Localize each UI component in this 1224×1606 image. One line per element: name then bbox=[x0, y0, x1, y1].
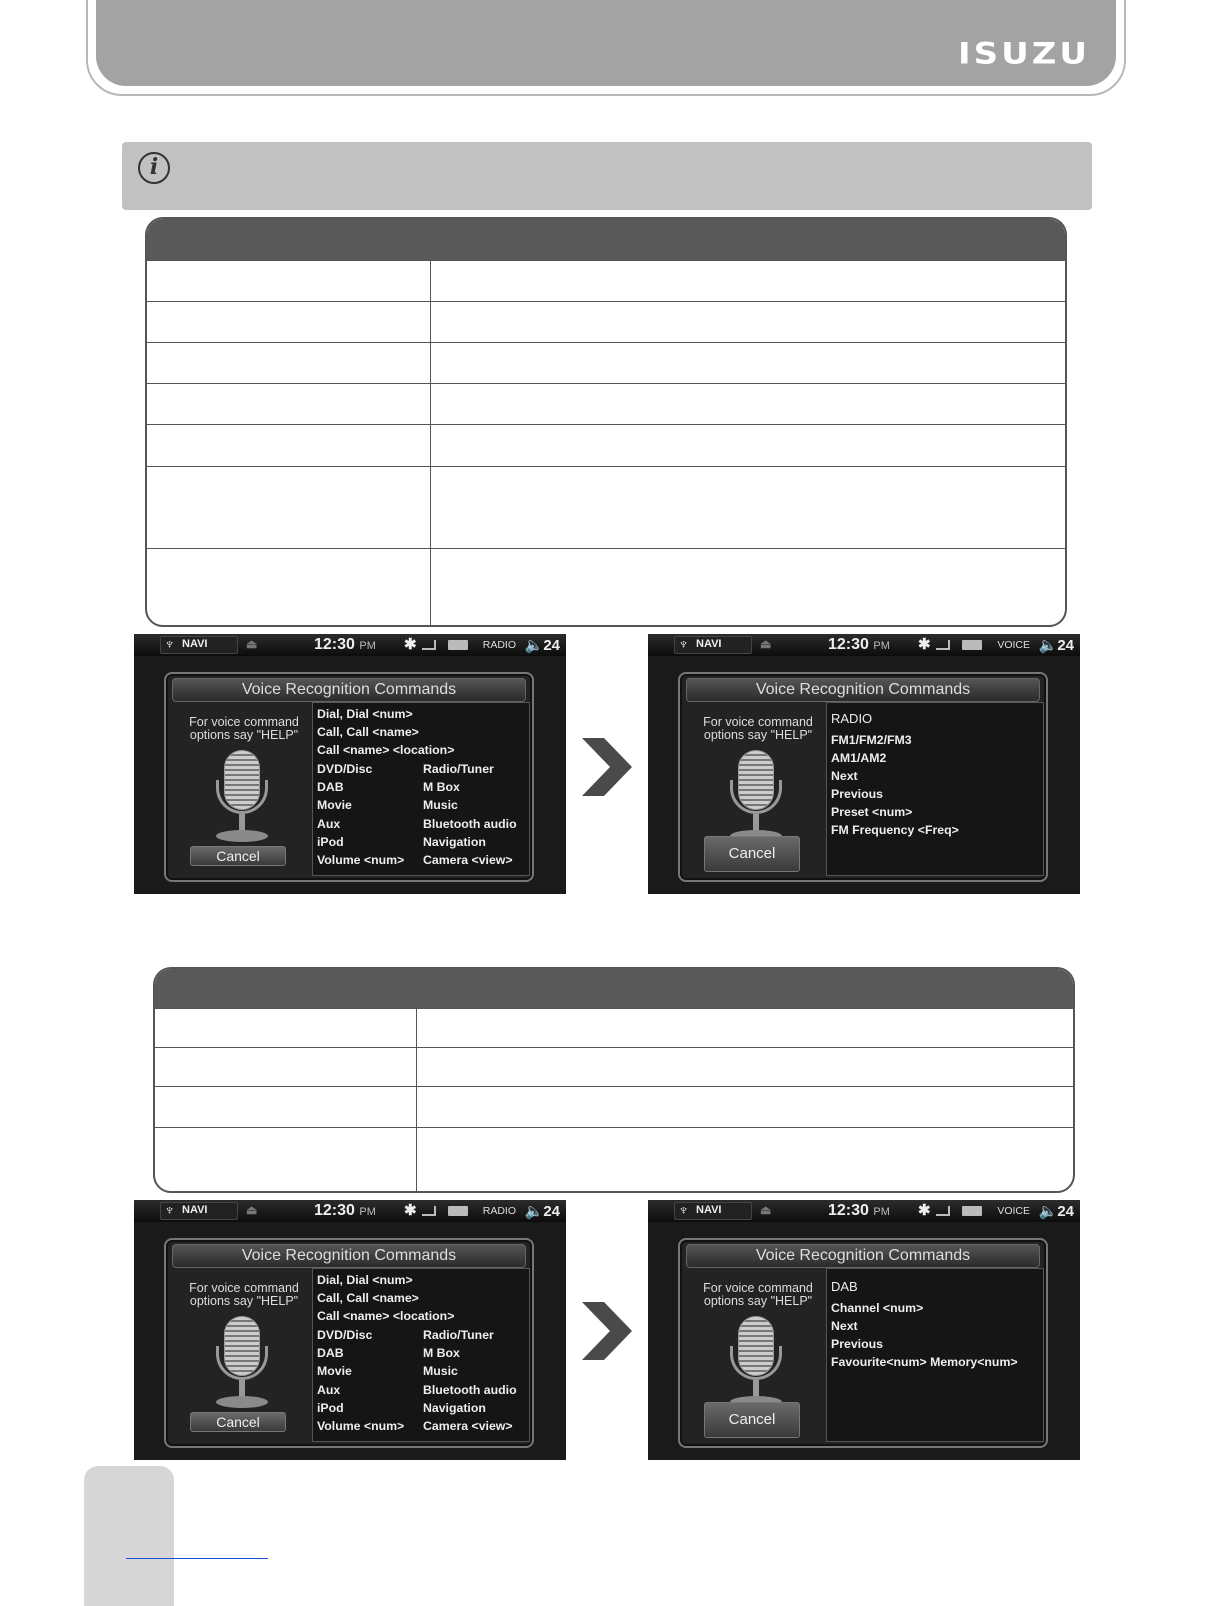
command-table-1 bbox=[145, 217, 1067, 627]
bluetooth-icon: ✱ bbox=[404, 1202, 417, 1219]
list-item: iPod bbox=[317, 1401, 344, 1415]
signal-icon bbox=[422, 640, 436, 650]
header-band bbox=[96, 0, 1116, 86]
signal-icon bbox=[936, 640, 950, 650]
help-hint: For voice command options say "HELP" bbox=[703, 715, 813, 742]
list-item: Preset <num> bbox=[831, 805, 913, 819]
list-item: Volume <num> bbox=[317, 853, 405, 867]
help-hint: For voice command options say "HELP" bbox=[703, 1281, 813, 1308]
table-row bbox=[155, 1008, 1073, 1047]
cancel-button[interactable]: Cancel bbox=[704, 1402, 800, 1438]
status-bar bbox=[648, 1200, 1080, 1222]
signal-icon bbox=[936, 1206, 950, 1216]
navi-label: NAVI bbox=[696, 638, 722, 650]
list-item: Bluetooth audio bbox=[423, 1383, 517, 1397]
volume-indicator: 🔈24 bbox=[524, 1203, 560, 1220]
navi-icon: ♆ bbox=[164, 636, 176, 653]
help-hint: For voice command options say "HELP" bbox=[189, 1281, 299, 1308]
info-icon: i bbox=[138, 152, 170, 184]
status-bar bbox=[648, 634, 1080, 656]
list-item: Bluetooth audio bbox=[423, 817, 517, 831]
list-item: Favourite<num> Memory<num> bbox=[831, 1355, 1018, 1369]
list-item: Volume <num> bbox=[317, 1419, 405, 1433]
navi-label: NAVI bbox=[182, 638, 208, 650]
bluetooth-icon: ✱ bbox=[404, 636, 417, 653]
clock: 12:30 PM bbox=[828, 1202, 890, 1219]
voice-dialog bbox=[678, 672, 1048, 882]
bluetooth-icon: ✱ bbox=[918, 636, 931, 653]
list-item: Call, Call <name> bbox=[317, 725, 419, 739]
dialog-title: Voice Recognition Commands bbox=[686, 1244, 1040, 1268]
list-item: DVD/Disc bbox=[317, 762, 373, 776]
navi-icon: ♆ bbox=[678, 636, 690, 653]
eject-icon[interactable]: ⏏ bbox=[760, 1203, 772, 1217]
list-item: Radio/Tuner bbox=[423, 762, 494, 776]
command-list bbox=[312, 1268, 530, 1442]
signal-icon bbox=[422, 1206, 436, 1216]
list-item: Aux bbox=[317, 1383, 341, 1397]
list-heading: RADIO bbox=[831, 711, 873, 726]
screen-dab-commands bbox=[648, 1200, 1080, 1460]
list-item: Channel <num> bbox=[831, 1301, 924, 1315]
status-bar bbox=[134, 634, 566, 656]
eject-icon[interactable]: ⏏ bbox=[760, 637, 772, 651]
navi-icon: ♆ bbox=[164, 1202, 176, 1219]
table-row bbox=[155, 1047, 1073, 1086]
microphone-icon bbox=[728, 1316, 784, 1416]
microphone-icon bbox=[214, 1316, 270, 1416]
list-item: Dial, Dial <num> bbox=[317, 707, 413, 721]
battery-icon bbox=[448, 1206, 468, 1216]
status-bar bbox=[134, 1200, 566, 1222]
source-label: RADIO bbox=[482, 639, 516, 651]
list-item: DVD/Disc bbox=[317, 1328, 373, 1342]
cancel-button[interactable]: Cancel bbox=[190, 846, 286, 866]
table-header bbox=[155, 969, 1073, 1008]
list-item: DAB bbox=[317, 1346, 344, 1360]
voice-dialog bbox=[164, 672, 534, 882]
list-item: M Box bbox=[423, 1346, 460, 1360]
info-note-bar bbox=[122, 142, 1092, 210]
navi-icon: ♆ bbox=[678, 1202, 690, 1219]
list-item: Movie bbox=[317, 1364, 352, 1378]
arrow-right-icon bbox=[582, 1302, 632, 1360]
table-row bbox=[147, 383, 1065, 424]
list-item: Music bbox=[423, 798, 458, 812]
dialog-title: Voice Recognition Commands bbox=[686, 678, 1040, 702]
battery-icon bbox=[962, 1206, 982, 1216]
list-item: Next bbox=[831, 1319, 858, 1333]
table-row bbox=[147, 260, 1065, 301]
list-item: Next bbox=[831, 769, 858, 783]
clock: 12:30 PM bbox=[828, 636, 890, 653]
eject-icon[interactable]: ⏏ bbox=[246, 637, 258, 651]
source-label: VOICE bbox=[997, 1205, 1030, 1217]
source-label: VOICE bbox=[997, 639, 1030, 651]
table-row bbox=[147, 424, 1065, 466]
volume-indicator: 🔈24 bbox=[1038, 637, 1074, 654]
list-item: Navigation bbox=[423, 835, 486, 849]
list-item: FM1/FM2/FM3 bbox=[831, 733, 912, 747]
voice-dialog bbox=[678, 1238, 1048, 1448]
arrow-right-icon bbox=[582, 738, 632, 796]
source-label: RADIO bbox=[482, 1205, 516, 1217]
navi-label: NAVI bbox=[182, 1204, 208, 1216]
list-item: Call <name> <location> bbox=[317, 1309, 455, 1323]
volume-indicator: 🔈24 bbox=[1038, 1203, 1074, 1220]
dialog-title: Voice Recognition Commands bbox=[172, 1244, 526, 1268]
volume-indicator: 🔈24 bbox=[524, 637, 560, 654]
microphone-icon bbox=[728, 750, 784, 850]
command-list bbox=[826, 702, 1044, 876]
table-row bbox=[155, 1086, 1073, 1127]
list-item: Dial, Dial <num> bbox=[317, 1273, 413, 1287]
clock: 12:30 PM bbox=[314, 636, 376, 653]
table-header bbox=[147, 219, 1065, 260]
command-list bbox=[312, 702, 530, 876]
table-row bbox=[147, 466, 1065, 548]
eject-icon[interactable]: ⏏ bbox=[246, 1203, 258, 1217]
list-item: Aux bbox=[317, 817, 341, 831]
screen-main-commands-2 bbox=[134, 1200, 566, 1460]
list-item: Radio/Tuner bbox=[423, 1328, 494, 1342]
list-item: Camera <view> bbox=[423, 1419, 513, 1433]
command-list bbox=[826, 1268, 1044, 1442]
page-number-tab bbox=[84, 1466, 174, 1606]
link-underline bbox=[126, 1558, 268, 1559]
microphone-icon bbox=[214, 750, 270, 850]
bluetooth-icon: ✱ bbox=[918, 1202, 931, 1219]
screen-radio-commands bbox=[648, 634, 1080, 894]
brand-logo: ISUZU bbox=[957, 37, 1090, 71]
command-table-2 bbox=[153, 967, 1075, 1193]
table-row bbox=[147, 342, 1065, 383]
clock: 12:30 PM bbox=[314, 1202, 376, 1219]
list-item: Navigation bbox=[423, 1401, 486, 1415]
list-item: Movie bbox=[317, 798, 352, 812]
list-item: Previous bbox=[831, 787, 883, 801]
battery-icon bbox=[448, 640, 468, 650]
table-row bbox=[155, 1127, 1073, 1193]
voice-dialog bbox=[164, 1238, 534, 1448]
list-item: M Box bbox=[423, 780, 460, 794]
dialog-title: Voice Recognition Commands bbox=[172, 678, 526, 702]
help-hint: For voice command options say "HELP" bbox=[189, 715, 299, 742]
list-item: Call, Call <name> bbox=[317, 1291, 419, 1305]
screen-main-commands bbox=[134, 634, 566, 894]
list-item: Previous bbox=[831, 1337, 883, 1351]
list-item: Music bbox=[423, 1364, 458, 1378]
list-item: FM Frequency <Freq> bbox=[831, 823, 959, 837]
list-item: iPod bbox=[317, 835, 344, 849]
list-item: Camera <view> bbox=[423, 853, 513, 867]
table-row bbox=[147, 548, 1065, 627]
list-item: Call <name> <location> bbox=[317, 743, 455, 757]
navi-label: NAVI bbox=[696, 1204, 722, 1216]
cancel-button[interactable]: Cancel bbox=[704, 836, 800, 872]
page-header bbox=[86, 0, 1126, 96]
list-heading: DAB bbox=[831, 1279, 858, 1294]
battery-icon bbox=[962, 640, 982, 650]
cancel-button[interactable]: Cancel bbox=[190, 1412, 286, 1432]
list-item: DAB bbox=[317, 780, 344, 794]
table-row bbox=[147, 301, 1065, 342]
list-item: AM1/AM2 bbox=[831, 751, 887, 765]
